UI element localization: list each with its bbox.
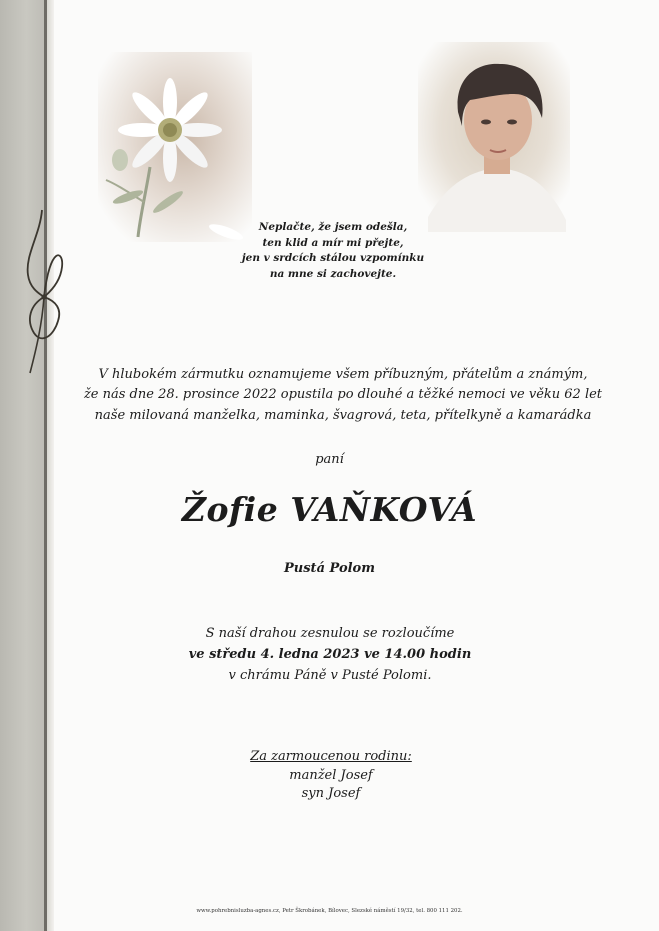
residence: Pustá Polom bbox=[284, 561, 375, 576]
farewell-location: v chrámu Páně v Pusté Polomi. bbox=[228, 668, 432, 683]
deceased-name: Žofie VAŇKOVÁ bbox=[181, 490, 478, 529]
poem-line: ten klid a mír mi přejte, bbox=[262, 236, 404, 249]
portrait-photo bbox=[418, 42, 570, 232]
daisy-flower-image bbox=[98, 52, 252, 242]
poem-line: Neplačte, že jsem odešla, bbox=[258, 221, 408, 233]
announcement-line: že nás dne 28. prosince 2022 opustila po dlouhé a těžké nemoci ve věku 62 let bbox=[83, 387, 603, 403]
poem-line: jen v srdcích stálou vzpomínku bbox=[241, 252, 425, 265]
poem-line: na mne si zachovejte. bbox=[269, 267, 397, 280]
family-heading: Za zarmoucenou rodinu: bbox=[250, 749, 412, 764]
farewell-datetime: ve středu 4. ledna 2023 ve 14.00 hodin bbox=[188, 647, 472, 662]
family-member: syn Josef bbox=[301, 786, 361, 801]
death-announcement bbox=[60, 365, 626, 426]
title-word: paní bbox=[315, 452, 344, 467]
memorial-poem bbox=[238, 220, 428, 282]
family-signature bbox=[200, 748, 462, 804]
family-member: manžel Josef bbox=[289, 767, 373, 783]
funeral-service-footer: www.pohrebnisluzba-agnes.cz, Petr Škrobánek, Bílovec, Slezské náměstí 19/32, tel. 800 111 202. bbox=[196, 908, 463, 914]
announcement-line: V hlubokém zármutku oznamujeme všem příbuzným, přátelům a známým, bbox=[98, 367, 588, 382]
announcement-line: naše milovaná manželka, maminka, švagrová, teta, přítelkyně a kamarádka bbox=[94, 407, 592, 423]
ribbon-bow-icon bbox=[20, 205, 72, 375]
funeral-details bbox=[160, 623, 500, 686]
farewell-line: S naší drahou zesnulou se rozloučíme bbox=[205, 626, 455, 641]
